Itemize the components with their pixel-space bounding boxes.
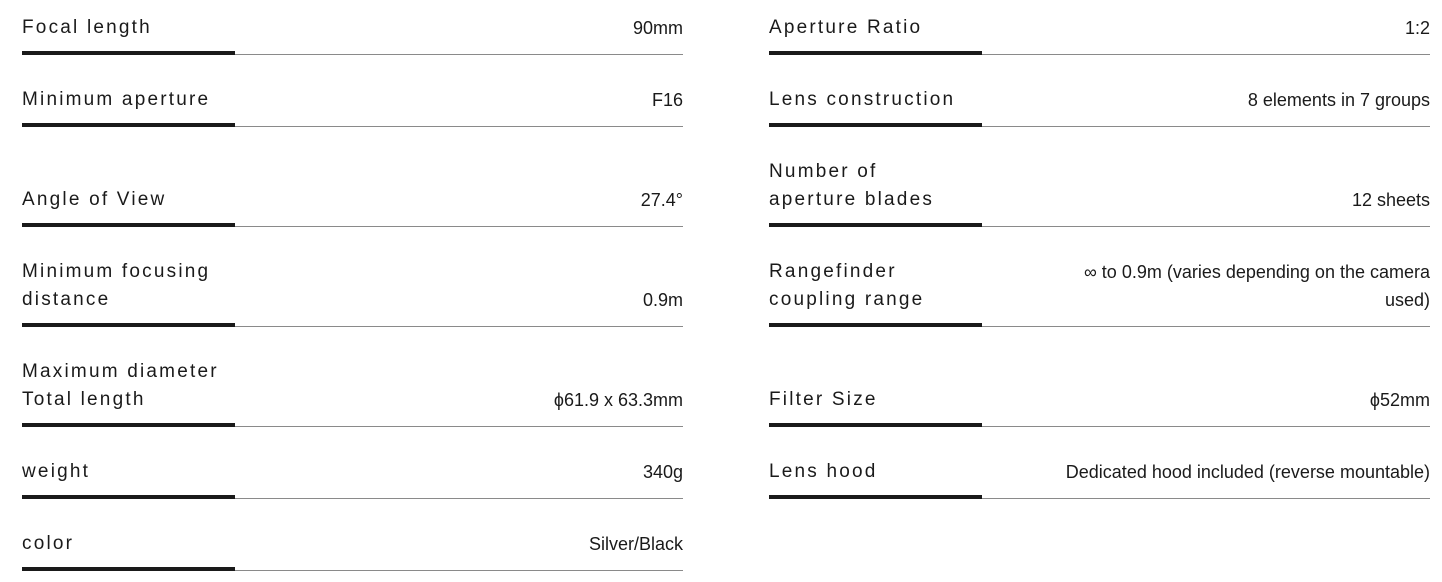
spec-value: 12 sheets [1351, 190, 1430, 210]
spec-row-lens-construction [769, 72, 1430, 127]
spec-value: 1:2 [1404, 18, 1430, 38]
spec-label: Minimum aperture [22, 89, 211, 110]
spec-label: Focal length [22, 17, 152, 38]
spec-label: Angle of View [22, 189, 167, 210]
spec-value: Silver/Black [588, 534, 683, 554]
spec-label: weight [22, 461, 91, 482]
spec-row-color [22, 516, 683, 571]
spec-row-filter-size [769, 327, 1430, 427]
spec-column-right [769, 0, 1430, 499]
spec-value: ϕ52mm [1369, 390, 1430, 410]
spec-label: Number of aperture blades [769, 161, 935, 210]
spec-value: 340g [642, 462, 683, 482]
spec-label: color [22, 533, 75, 554]
spec-value: ∞ to 0.9m (varies depending on the camera used) [1083, 262, 1430, 310]
spec-row-aperture-ratio [769, 0, 1430, 55]
spec-row-rangefinder-coupling [769, 227, 1430, 327]
spec-row-minimum-aperture [22, 72, 683, 127]
spec-label: Aperture Ratio [769, 17, 923, 38]
spec-row-aperture-blades [769, 127, 1430, 227]
spec-column-left [22, 0, 683, 571]
spec-row-lens-hood [769, 444, 1430, 499]
spec-row-minimum-focusing-distance [22, 227, 683, 327]
spec-label: Filter Size [769, 389, 878, 410]
spec-value: ϕ61.9 x 63.3mm [553, 390, 683, 410]
spec-value: 0.9m [642, 290, 683, 310]
spec-value: F16 [651, 90, 683, 110]
spec-label: Lens hood [769, 461, 878, 482]
spec-value: 8 elements in 7 groups [1247, 90, 1430, 110]
spec-row-weight [22, 444, 683, 499]
spec-label: Minimum focusing distance [22, 261, 211, 310]
spec-label: Lens construction [769, 89, 956, 110]
spec-label: Rangefinder coupling range [769, 261, 925, 310]
spec-row-maximum-diameter [22, 327, 683, 427]
spec-value: 90mm [632, 18, 683, 38]
spec-row-angle-of-view [22, 127, 683, 227]
spec-label: Maximum diameter Total length [22, 361, 219, 410]
spec-row-focal-length [22, 0, 683, 55]
spec-value: Dedicated hood included (reverse mountable) [1065, 462, 1430, 482]
spec-value: 27.4° [640, 190, 683, 210]
